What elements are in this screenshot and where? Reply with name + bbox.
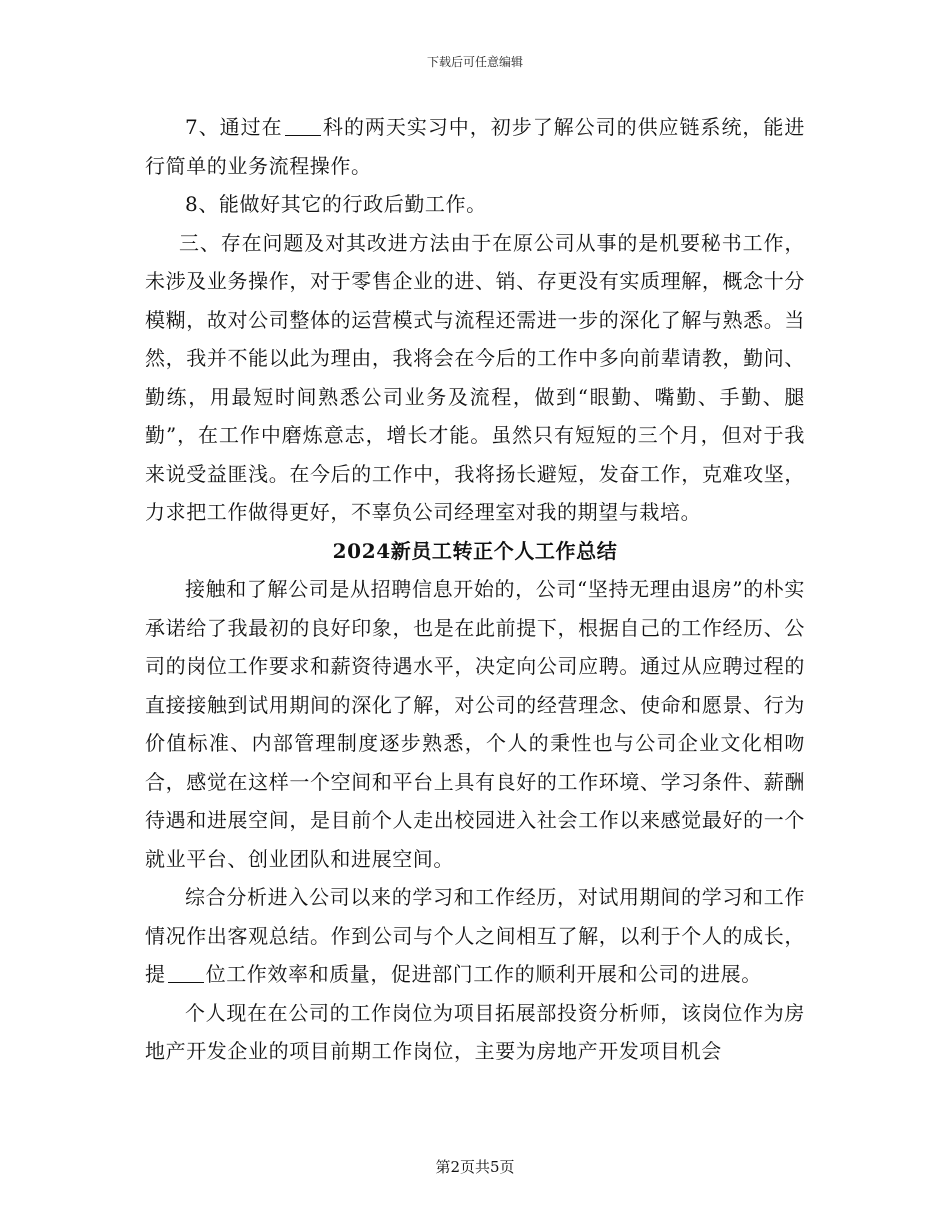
fill-blank bbox=[168, 964, 204, 983]
paragraph-7-start: 7、通过在 bbox=[185, 115, 283, 139]
paragraph-position: 个人现在在公司的工作岗位为项目拓展部投资分析师，该岗位作为房地产开发企业的项目前期工作岗位，主要为房地产开发项目机会 bbox=[145, 1000, 805, 1063]
page-header: 下载后可任意编辑 bbox=[426, 55, 523, 69]
page-footer: 第2页共5页 bbox=[435, 1158, 515, 1176]
paragraph-summary-start: 综合分析进入公司以来的学习和工作经历，对试用期间的学习和工作情况作出客观总结。作到公司与个人之间相互了解，以利于个人的成长，提 bbox=[145, 885, 805, 986]
paragraph-8: 8、能做好其它的行政后勤工作。 bbox=[185, 192, 487, 216]
paragraph-7-end: 科的两天实习中，初步了解公司的供应链系统，能进行简单的业务流程操作。 bbox=[145, 115, 805, 178]
paragraph-intro: 接触和了解公司是从招聘信息开始的，公司“坚持无理由退房”的朴实承诺给了我最初的良好印象，也是在此前提下，根据自己的工作经历、公司的岗位工作要求和薪资待遇水平，决定向公司应聘。通过从应聘过程的直接接触到试用期间的深化了解，对公司的经营理念、使命和愿景、行为价值标准、内部管理制度逐步熟悉，个人的秉性也与公司企业文化相吻合，感觉在这样一个空间和平台上具有良好的工作环境、学习条件、薪酬待遇和进展空间，是目前个人走出校园进入社会工作以来感觉最好的一个就业平台、创业团队和进展空间。 bbox=[145, 577, 805, 871]
paragraph-issues: 三、存在问题及对其改进方法由于在原公司从事的是机要秘书工作，未涉及业务操作，对于零售企业的进、销、存更没有实质理解，概念十分模糊，故对公司整体的运营模式与流程还需进一步的深化了解与熟悉。当然，我并不能以此为理由，我将会在今后的工作中多向前辈请教，勤问、勤练，用最短时间熟悉公司业务及流程，做到“眼勤、嘴勤、手勤、腿勤”，在工作中磨炼意志，增长才能。虽然只有短短的三个月，但对于我来说受益匪浅。在今后的工作中，我将扬长避短，发奋工作，克难攻坚，力求把工作做得更好，不辜负公司经理室对我的期望与栽培。 bbox=[145, 230, 805, 524]
section-title: 2024新员工转正个人工作总结 bbox=[332, 538, 618, 563]
paragraph-summary bbox=[145, 878, 805, 994]
paragraph-summary-end: 位工作效率和质量，促进部门工作的顺利开展和公司的进展。 bbox=[205, 962, 762, 986]
paragraph-7 bbox=[145, 108, 805, 185]
document-body bbox=[145, 108, 805, 1071]
fill-blank bbox=[285, 117, 321, 136]
